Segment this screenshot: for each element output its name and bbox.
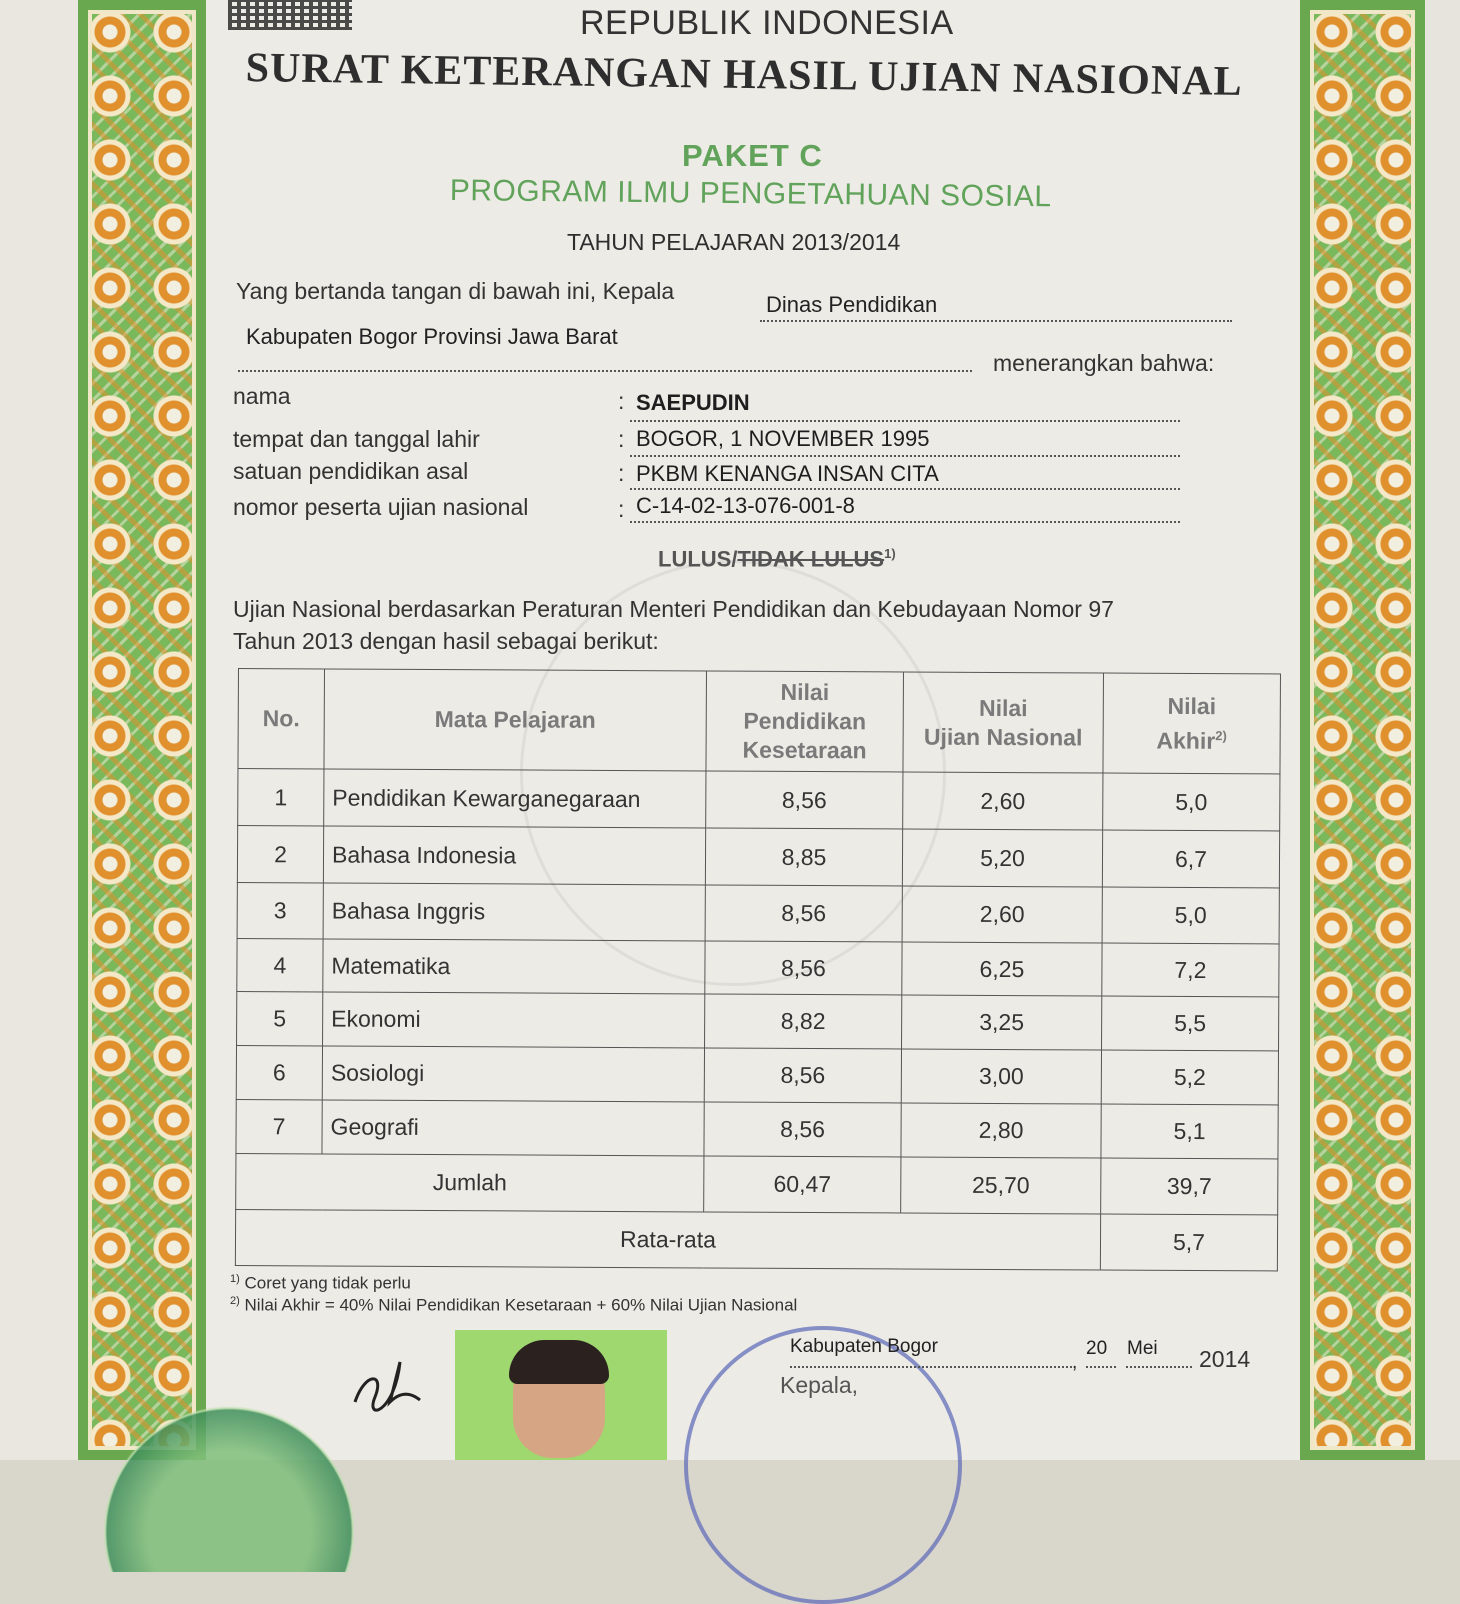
- paper-edge-left: [0, 0, 78, 1460]
- header-subject: Mata Pelajaran: [324, 669, 707, 771]
- ministry-line: REPUBLIK INDONESIA: [580, 4, 954, 42]
- student-photo: [455, 1330, 667, 1460]
- subject-cell: Ekonomi: [323, 992, 705, 1048]
- subject-cell: Bahasa Indonesia: [323, 826, 705, 885]
- table-row: 5 Ekonomi 8,82 3,25 5,5: [237, 991, 1279, 1050]
- office-line-1: Dinas Pendidikan: [766, 292, 938, 317]
- table-row: 6 Sosiologi 8,56 3,00 5,2: [236, 1045, 1278, 1104]
- dotted-line: [1086, 1366, 1116, 1368]
- intro-text: Yang bertanda tangan di bawah ini, Kepala: [236, 278, 675, 304]
- dotted-line: [630, 488, 1180, 490]
- dotted-line: [790, 1366, 1072, 1368]
- field-label-name: nama: [233, 383, 291, 409]
- field-value-school: PKBM KENANGA INSAN CITA: [636, 461, 939, 486]
- table-row: 1 Pendidikan Kewarganegaraan 8,56 2,60 5,0: [238, 769, 1280, 831]
- total-equivalency: 60,47: [704, 1156, 901, 1213]
- field-label-birth: tempat dan tanggal lahir: [233, 426, 480, 452]
- header-national-exam: Nilai Ujian Nasional: [903, 672, 1104, 773]
- ornamental-border-right: [1300, 0, 1425, 1460]
- basis-line-1: Ujian Nasional berdasarkan Peraturan Menteri Pendidikan dan Kebudayaan Nomor 97: [233, 596, 1114, 622]
- signature-role: Kepala,: [780, 1372, 859, 1398]
- dotted-line: [630, 420, 1180, 422]
- paket-label: PAKET C: [682, 138, 823, 173]
- basis-line-2: Tahun 2013 dengan hasil sebagai berikut:: [233, 628, 659, 654]
- signature-comma: ,: [1072, 1352, 1078, 1373]
- field-colon: :: [618, 388, 625, 414]
- field-value-exam-number: C-14-02-13-076-001-8: [636, 493, 855, 518]
- dotted-line: [760, 320, 1232, 322]
- subject-cell: Pendidikan Kewarganegaraan: [324, 769, 706, 828]
- total-row: [236, 1153, 1278, 1214]
- table-row: 2 Bahasa Indonesia 8,85 5,20 6,7: [237, 826, 1279, 888]
- footnote-2: $^{2)}$ Nilai Akhir = 40% Nilai Pendidikan Kesetaraan + 60% Nilai Ujian Nasional: [230, 1295, 798, 1315]
- field-colon: :: [618, 426, 625, 452]
- header-equivalency: Nilai Pendidikan Kesetaraan: [706, 671, 904, 772]
- header-no: No.: [238, 669, 325, 769]
- photo-hair: [509, 1340, 609, 1384]
- status-fail: TIDAK LULUS: [737, 546, 885, 572]
- field-colon: :: [618, 496, 625, 522]
- field-label-exam-number: nomor peserta ujian nasional: [233, 494, 529, 520]
- academic-year: TAHUN PELAJARAN 2013/2014: [567, 229, 901, 255]
- subject-cell: Bahasa Inggris: [323, 883, 705, 941]
- dotted-line: [630, 521, 1180, 523]
- paper-edge-right: [1425, 0, 1460, 1460]
- subject-cell: Geografi: [322, 1100, 704, 1156]
- ornamental-border-left: [78, 0, 206, 1460]
- signature-day: 20: [1086, 1338, 1108, 1359]
- field-value-name: SAEPUDIN: [636, 390, 750, 415]
- table-row: 3 Bahasa Inggris 8,56 2,60 5,0: [237, 882, 1279, 943]
- header-final: Nilai Akhir$^{2)}$: [1103, 673, 1281, 774]
- field-colon: :: [618, 460, 625, 486]
- dotted-line: [630, 455, 1180, 457]
- average-row: [235, 1209, 1277, 1270]
- status-footnote-mark: 1): [884, 546, 896, 561]
- total-label: Jumlah: [236, 1153, 704, 1211]
- office-line-2: Kabupaten Bogor Provinsi Jawa Barat: [246, 324, 618, 349]
- subject-cell: Matematika: [323, 939, 705, 994]
- signature-month: Mei: [1127, 1338, 1158, 1359]
- field-label-school: satuan pendidikan asal: [233, 458, 469, 484]
- qr-code-icon: [228, 0, 352, 30]
- signature-place: Kabupaten Bogor: [790, 1336, 938, 1357]
- program-label: PROGRAM ILMU PENGETAHUAN SOSIAL: [449, 174, 1052, 214]
- total-final: 39,7: [1101, 1158, 1278, 1215]
- field-value-birth: BOGOR, 1 NOVEMBER 1995: [636, 426, 930, 451]
- total-national-exam: 25,70: [901, 1157, 1101, 1214]
- average-label: Rata-rata: [235, 1209, 1100, 1270]
- subject-cell: Sosiologi: [322, 1046, 704, 1102]
- signature-year: 2014: [1199, 1346, 1251, 1372]
- dotted-line: [1126, 1366, 1192, 1368]
- table-row: 4 Matematika 8,56 6,25 7,2: [237, 938, 1279, 996]
- intro-closing: menerangkan bahwa:: [993, 350, 1215, 376]
- pass-status: [658, 546, 896, 572]
- status-pass: LULUS/: [658, 546, 738, 572]
- footnote-1: $^{1)}$ Coret yang tidak perlu: [230, 1273, 411, 1293]
- garuda-seal-icon: [104, 1372, 354, 1572]
- document-title: SURAT KETERANGAN HASIL UJIAN NASIONAL: [245, 44, 1243, 105]
- signature-icon: [345, 1342, 425, 1422]
- table-row: 7 Geografi 8,56 2,80 5,1: [236, 1099, 1278, 1158]
- grades-table: [235, 668, 1281, 1271]
- average-final: 5,7: [1100, 1214, 1277, 1271]
- dotted-line: [238, 370, 972, 372]
- table-header-row: [238, 669, 1281, 774]
